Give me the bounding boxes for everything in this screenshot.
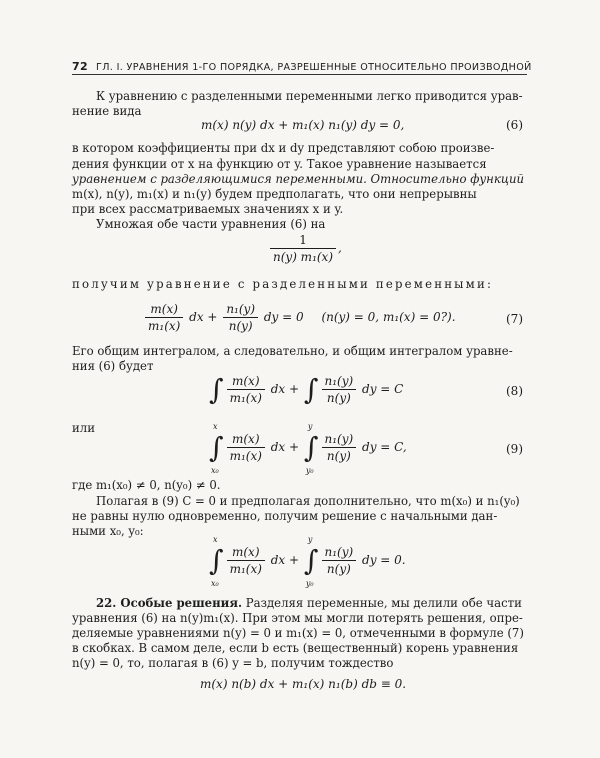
integral-upper-limit: x [213, 421, 218, 431]
section-paragraph [96, 596, 522, 610]
fraction-numerator: n₁(y) [322, 374, 357, 390]
text-line: уравнения (6) на n(y)m₁(x). При этом мы могли потерять решения, опре- [72, 611, 523, 625]
text-line: нение вида [72, 104, 142, 118]
text-line: в скобках. В самом деле, если b есть (вещественный) корень уравнения [72, 641, 519, 655]
page-number: 72 [72, 60, 89, 73]
multiplier-fraction [268, 233, 342, 264]
fraction-denominator: n(y) [326, 562, 351, 576]
text-line: ными x₀, y₀: [72, 524, 144, 538]
text-line: Его общим интегралом, а следовательно, и общим интегралом уравне- [72, 344, 513, 358]
integral-glyph: ∫ [209, 430, 224, 464]
text-line: получим уравнение с разделенными переменными: [72, 277, 494, 291]
text-line: где m₁(x₀) ≠ 0, n(y₀) ≠ 0. [72, 478, 221, 492]
integral-upper-limit: y [307, 421, 313, 431]
text-line: ния (6) будет [72, 359, 154, 373]
equation-part: dy = C [362, 382, 404, 396]
integral-glyph: ∫ [209, 543, 224, 577]
fraction-denominator: m₁(x) [229, 391, 262, 405]
integral-lower-limit: x₀ [211, 465, 219, 475]
equation-6 [201, 118, 523, 132]
equation-part: dx + [270, 440, 300, 454]
fraction-denominator: m₁(x) [229, 562, 262, 576]
text-line: в котором коэффициенты при dx и dy представляют собою произве- [72, 141, 495, 155]
equation-part: dy = 0. [362, 553, 406, 567]
fraction-denominator: m₁(x) [229, 449, 262, 463]
fraction-denominator: n(y) [326, 391, 351, 405]
equation-number: (8) [506, 384, 523, 398]
text-line: деляемые уравнениями n(y) = 0 и m₁(x) = 0, отмеченными в формуле (7) [72, 626, 524, 640]
equation-9 [208, 421, 523, 475]
integral-upper-limit: x [213, 534, 218, 544]
fraction-numerator: n₁(y) [223, 302, 258, 318]
text-line: Полагая в (9) C = 0 и предполагая дополнительно, что m(x₀) и n₁(y₀) [96, 494, 520, 508]
fraction-denominator: n(y) [326, 449, 351, 463]
integral-sign [209, 421, 224, 475]
equation-body: m(x) n(y) dx + m₁(x) n₁(y) dy = 0, [201, 118, 405, 132]
integral-glyph: ∫ [303, 543, 319, 577]
equation-number: (6) [506, 118, 523, 132]
equation-number: (7) [506, 312, 523, 326]
integral-sign: ∫ [209, 372, 224, 406]
equation-part: dx + [270, 553, 300, 567]
integral-sign [303, 421, 319, 475]
integral-upper-limit: y [307, 534, 313, 544]
fraction-numerator: n₁(y) [322, 545, 357, 561]
integral-lower-limit: x₀ [211, 578, 219, 588]
equation-10 [208, 534, 406, 588]
fraction-numerator: m(x) [227, 545, 265, 561]
text-line: уравнением с разделяющимися переменными. Относительно функций [72, 172, 525, 186]
running-title: ГЛ. I. УРАВНЕНИЯ 1-ГО ПОРЯДКА, РАЗРЕШЕННЫЕ ОТНОСИТЕЛЬНО ПРОИЗВОДНОЙ [96, 62, 532, 73]
fraction-denominator: m₁(x) [148, 319, 181, 333]
integral-lower-limit: y₀ [305, 578, 314, 588]
equation-7 [143, 302, 523, 333]
text-line: не равны нулю одновременно, получим решение с начальными дан- [72, 509, 498, 523]
text-line: дения функции от x на функцию от y. Такое уравнение называется [72, 157, 487, 171]
equation-part: dx + [189, 310, 218, 324]
equation-identity: m(x) n(b) dx + m₁(x) n₁(b) db ≡ 0. [200, 677, 407, 691]
equation-8 [208, 374, 523, 405]
text-line: m(x), n(y), m₁(x) и n₁(y) будем предполагать, что они непрерывны [72, 187, 477, 201]
integral-sign [303, 534, 319, 588]
integral-sign [209, 534, 224, 588]
equation-part: dy = 0 [263, 310, 304, 324]
fraction-numerator: m(x) [227, 432, 265, 448]
text-line: или [72, 421, 96, 435]
integral-sign: ∫ [303, 372, 319, 406]
fraction-denominator: n(y) m₁(x) [273, 250, 334, 264]
fraction-numerator: m(x) [145, 302, 183, 318]
fraction-denominator: n(y) [228, 319, 253, 333]
text-run: Разделяя переменные, мы делили обе части [245, 596, 522, 610]
equation-condition: (n(y) = 0, m₁(x) = 0?). [321, 310, 456, 324]
equation-part: dx + [270, 382, 300, 396]
fraction-numerator: n₁(y) [322, 432, 357, 448]
text-line: Умножая обе части уравнения (6) на [96, 217, 326, 231]
integral-lower-limit: y₀ [305, 465, 314, 475]
integral-glyph: ∫ [303, 430, 319, 464]
fraction-numerator: m(x) [227, 374, 265, 390]
text-line: при всех рассматриваемых значениях x и y. [72, 202, 344, 216]
text-line: n(y) = 0, то, полагая в (6) y = b, получим тождество [72, 656, 394, 670]
equation-number: (9) [506, 442, 523, 456]
fraction-tail: , [338, 241, 342, 255]
equation-part: dy = C, [362, 440, 407, 454]
text-line: К уравнению с разделенными переменными легко приводится урав- [96, 89, 523, 103]
running-header [72, 60, 532, 75]
section-title: 22. Особые решения. [96, 596, 243, 610]
fraction-numerator: 1 [270, 233, 336, 249]
